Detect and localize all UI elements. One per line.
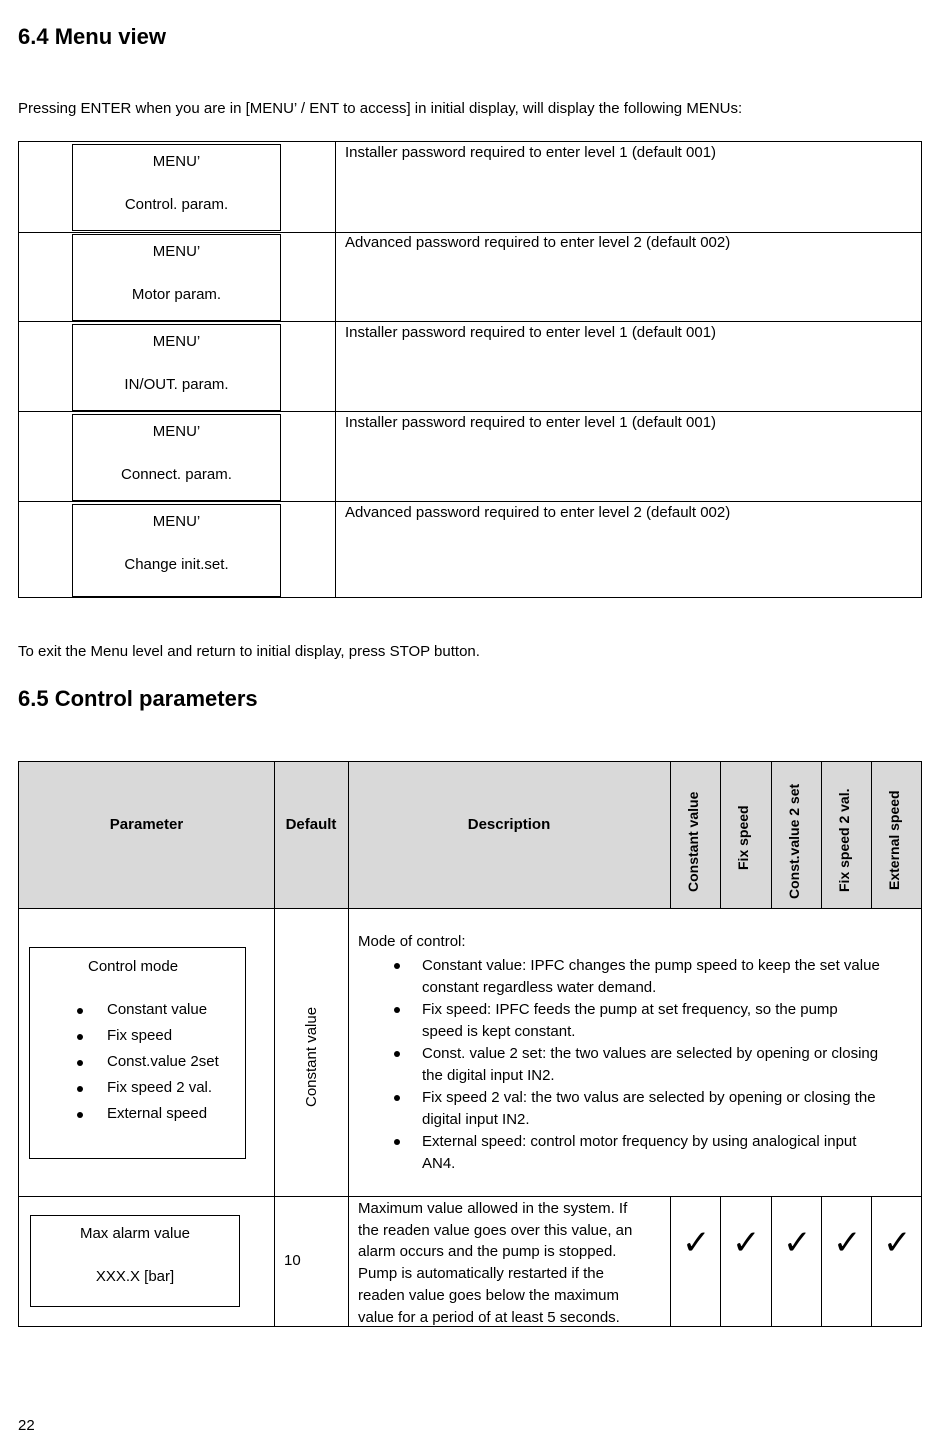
header-mode-external-speed: External speed: [886, 790, 902, 890]
list-item: [30, 1001, 245, 1027]
list-item-label: Fix speed 2 val.: [107, 1079, 213, 1096]
checkmark-icon: ✓: [732, 1223, 761, 1263]
control-mode-default: Constant value: [303, 1006, 320, 1107]
list-item: [358, 1043, 918, 1087]
list-item-line: Constant value: IPFC changes the pump speed to keep the set value: [422, 957, 880, 974]
menu-display-line1: MENU’: [152, 513, 201, 530]
menu-row: [19, 322, 921, 412]
menu-intro-text: Pressing ENTER when you are in [MENU’ / ENT to access] in initial display, will display the following MENUs:: [18, 100, 743, 117]
list-item-line: digital input IN2.: [422, 1111, 530, 1128]
menu-row: [19, 232, 921, 322]
list-item-line: the digital input IN2.: [422, 1067, 555, 1084]
list-item-line: speed is kept constant.: [422, 1023, 576, 1040]
header-description: Description: [467, 816, 551, 833]
control-mode-desc-list: [358, 955, 918, 1175]
header-mode-fix-speed-2-val: Fix speed 2 val.: [836, 788, 852, 892]
description-line: readen value goes below the maximum: [358, 1286, 619, 1304]
menu-display-line1: MENU’: [152, 333, 201, 350]
menu-row-description: Advanced password required to enter level 2 (default 002): [345, 234, 731, 251]
list-item-line: AN4.: [422, 1155, 456, 1172]
menu-row: [19, 142, 921, 233]
menu-display-line2: Connect. param.: [121, 466, 232, 483]
control-mode-display-box: [29, 947, 246, 1159]
menu-exit-note: To exit the Menu level and return to initial display, press STOP button.: [18, 643, 480, 660]
menu-display-box: [72, 414, 281, 501]
description-line: the readen value goes over this value, an: [358, 1221, 633, 1239]
menu-row-description: Advanced password required to enter level 2 (default 002): [345, 504, 731, 521]
list-item-line: constant regardless water demand.: [422, 979, 657, 996]
list-item: [358, 955, 918, 999]
menu-row-description: Installer password required to enter level 1 (default 001): [345, 414, 717, 431]
menu-table: [18, 141, 922, 598]
list-item: [30, 1027, 245, 1053]
list-item-label: Fix speed: [107, 1027, 173, 1044]
max-alarm-default: 10: [284, 1252, 301, 1269]
header-mode-const-value-2-set: Const.value 2 set: [786, 783, 802, 899]
max-alarm-box-line1: Max alarm value: [79, 1225, 191, 1242]
menu-row-description: Installer password required to enter level 1 (default 001): [345, 324, 717, 341]
list-item-label: Constant value: [107, 1001, 208, 1018]
description-line: alarm occurs and the pump is stopped.: [358, 1243, 617, 1261]
header-mode-constant-value: Constant value: [685, 791, 701, 892]
checkmark-icon: ✓: [833, 1223, 862, 1263]
control-parameters-table: [18, 761, 922, 1327]
list-item: [358, 1131, 918, 1175]
menu-display-box: [72, 324, 281, 411]
checkmark-icon: ✓: [682, 1223, 711, 1263]
menu-display-line2: Motor param.: [131, 286, 222, 303]
description-line: value for a period of at least 5 seconds.: [358, 1308, 620, 1326]
section-title-menu-view: 6.4 Menu view: [18, 24, 166, 49]
header-default: Default: [285, 816, 337, 833]
list-item-line: External speed: control motor frequency by using analogical input: [422, 1133, 857, 1150]
menu-display-line2: IN/OUT. param.: [124, 376, 229, 393]
list-item-line: Fix speed 2 val: the two valus are selected by opening or closing the: [422, 1089, 876, 1106]
list-item: [358, 1087, 918, 1131]
list-item: [30, 1079, 245, 1105]
menu-display-line2: Change init.set.: [124, 556, 229, 573]
header-mode-fix-speed: Fix speed: [735, 805, 751, 870]
max-alarm-box-line2: XXX.X [bar]: [95, 1268, 175, 1285]
max-alarm-description: [358, 1198, 632, 1328]
control-mode-box-title: Control mode: [88, 958, 179, 975]
menu-display-box: [72, 504, 281, 597]
menu-row-description: Installer password required to enter level 1 (default 001): [345, 144, 717, 161]
max-alarm-display-box: [30, 1215, 240, 1307]
section-title-control-parameters: 6.5 Control parameters: [18, 686, 258, 711]
control-mode-desc-intro: Mode of control:: [358, 933, 466, 950]
menu-display-line1: MENU’: [152, 243, 201, 260]
header-parameter: Parameter: [109, 816, 184, 833]
list-item: [358, 999, 918, 1043]
checkmark-icon: ✓: [783, 1223, 812, 1263]
menu-display-line2: Control. param.: [124, 196, 229, 213]
list-item-label: External speed: [107, 1105, 208, 1122]
menu-row: [19, 412, 921, 502]
list-item-line: Fix speed: IPFC feeds the pump at set frequency, so the pump: [422, 1001, 838, 1018]
list-item-label: Const.value 2set: [107, 1053, 219, 1070]
list-item: [30, 1053, 245, 1079]
checkmark-icon: ✓: [883, 1223, 912, 1263]
control-mode-options: [30, 1001, 245, 1131]
list-item-line: Const. value 2 set: the two values are selected by opening or closing: [422, 1045, 879, 1062]
list-item: [30, 1105, 245, 1131]
menu-display-line1: MENU’: [152, 153, 201, 170]
menu-display-line1: MENU’: [152, 423, 201, 440]
description-line: Maximum value allowed in the system. If: [358, 1200, 628, 1217]
page-number: 22: [18, 1417, 35, 1434]
description-line: Pump is automatically restarted if the: [358, 1265, 604, 1283]
menu-display-box: [72, 144, 281, 231]
menu-row: [19, 502, 921, 597]
menu-display-box: [72, 234, 281, 321]
